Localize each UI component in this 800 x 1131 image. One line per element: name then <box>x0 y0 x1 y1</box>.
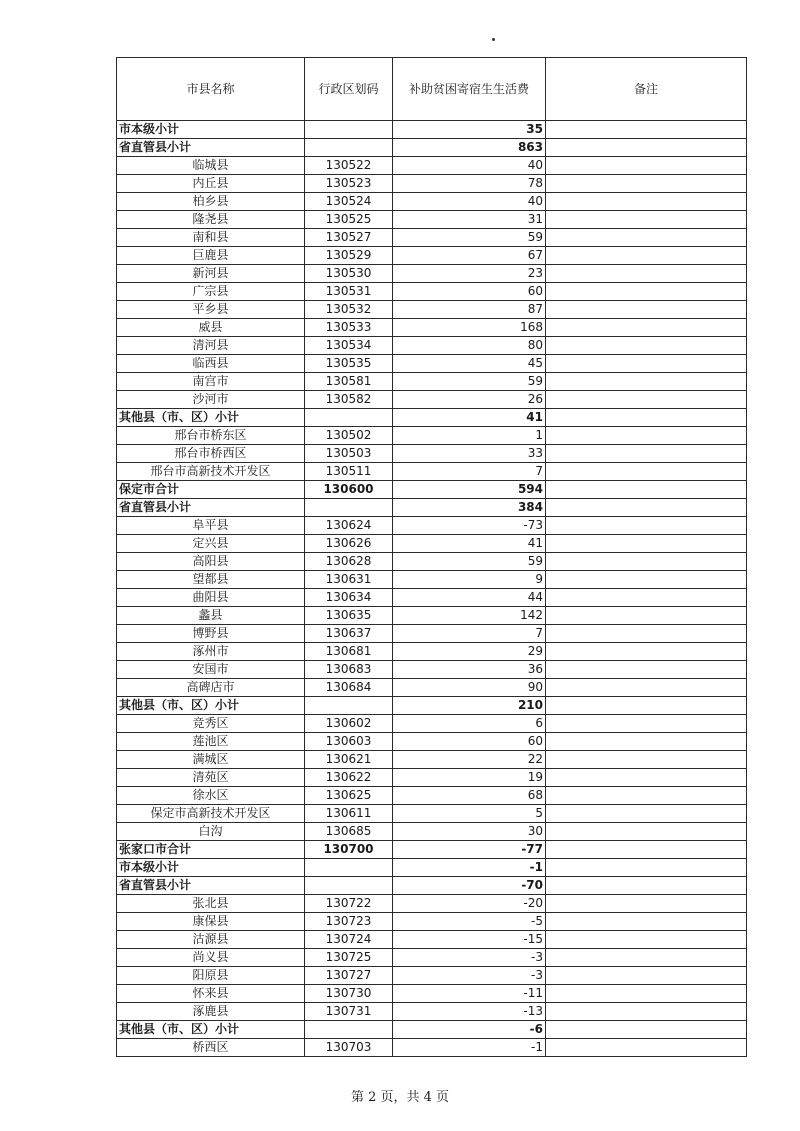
cell-remarks <box>546 319 747 337</box>
cell-admin-code: 130522 <box>305 157 393 175</box>
table-row <box>117 283 747 301</box>
cell-subsidy-value: -11 <box>393 985 546 1003</box>
cell-county-name: 省直管县小计 <box>117 139 305 157</box>
cell-subsidy-value: 80 <box>393 337 546 355</box>
table-row <box>117 895 747 913</box>
cell-remarks <box>546 409 747 427</box>
cell-subsidy-value: 78 <box>393 175 546 193</box>
cell-admin-code: 130602 <box>305 715 393 733</box>
cell-admin-code: 130525 <box>305 211 393 229</box>
cell-county-name: 竞秀区 <box>117 715 305 733</box>
cell-county-name: 保定市高新技术开发区 <box>117 805 305 823</box>
header-admin-code: 行政区划码 <box>305 58 393 121</box>
cell-subsidy-value: 41 <box>393 535 546 553</box>
cell-admin-code: 130581 <box>305 373 393 391</box>
cell-admin-code: 130681 <box>305 643 393 661</box>
cell-remarks <box>546 535 747 553</box>
cell-remarks <box>546 193 747 211</box>
cell-subsidy-value: 40 <box>393 193 546 211</box>
cell-remarks <box>546 1039 747 1057</box>
table-row <box>117 805 747 823</box>
cell-remarks <box>546 967 747 985</box>
subtotal-row <box>117 841 747 859</box>
cell-subsidy-value: 7 <box>393 463 546 481</box>
table-row <box>117 301 747 319</box>
cell-admin-code: 130527 <box>305 229 393 247</box>
cell-remarks <box>546 949 747 967</box>
cell-county-name: 邢台市高新技术开发区 <box>117 463 305 481</box>
cell-admin-code: 130603 <box>305 733 393 751</box>
subtotal-row <box>117 1021 747 1039</box>
table-row <box>117 373 747 391</box>
cell-county-name: 康保县 <box>117 913 305 931</box>
cell-county-name: 其他县（市、区）小计 <box>117 409 305 427</box>
subtotal-row <box>117 139 747 157</box>
cell-admin-code: 130684 <box>305 679 393 697</box>
cell-admin-code: 130621 <box>305 751 393 769</box>
cell-admin-code: 130700 <box>305 841 393 859</box>
cell-county-name: 内丘县 <box>117 175 305 193</box>
cell-remarks <box>546 751 747 769</box>
cell-county-name: 柏乡县 <box>117 193 305 211</box>
table-row <box>117 445 747 463</box>
cell-admin-code: 130637 <box>305 625 393 643</box>
cell-subsidy-value: 1 <box>393 427 546 445</box>
cell-admin-code <box>305 877 393 895</box>
cell-remarks <box>546 445 747 463</box>
cell-subsidy-value: -3 <box>393 949 546 967</box>
cell-county-name: 莲池区 <box>117 733 305 751</box>
cell-remarks <box>546 157 747 175</box>
cell-remarks <box>546 607 747 625</box>
cell-subsidy-value: 59 <box>393 553 546 571</box>
table-row <box>117 517 747 535</box>
cell-county-name: 隆尧县 <box>117 211 305 229</box>
cell-subsidy-value: 384 <box>393 499 546 517</box>
table-row <box>117 229 747 247</box>
cell-admin-code: 130722 <box>305 895 393 913</box>
cell-admin-code: 130582 <box>305 391 393 409</box>
cell-subsidy-value: 67 <box>393 247 546 265</box>
cell-admin-code: 130628 <box>305 553 393 571</box>
table-header-row <box>117 58 747 121</box>
cell-county-name: 望都县 <box>117 571 305 589</box>
cell-remarks <box>546 805 747 823</box>
cell-county-name: 保定市合计 <box>117 481 305 499</box>
cell-admin-code: 130503 <box>305 445 393 463</box>
cell-subsidy-value: 59 <box>393 373 546 391</box>
cell-admin-code: 130626 <box>305 535 393 553</box>
cell-subsidy-value: -6 <box>393 1021 546 1039</box>
cell-county-name: 市本级小计 <box>117 121 305 139</box>
table-row <box>117 823 747 841</box>
cell-admin-code: 130724 <box>305 931 393 949</box>
cell-admin-code <box>305 409 393 427</box>
cell-remarks <box>546 1003 747 1021</box>
cell-subsidy-value: 22 <box>393 751 546 769</box>
cell-county-name: 巨鹿县 <box>117 247 305 265</box>
cell-county-name: 阜平县 <box>117 517 305 535</box>
table-row <box>117 967 747 985</box>
cell-subsidy-value: 33 <box>393 445 546 463</box>
cell-admin-code: 130530 <box>305 265 393 283</box>
table-row <box>117 625 747 643</box>
cell-county-name: 张家口市合计 <box>117 841 305 859</box>
cell-admin-code: 130622 <box>305 769 393 787</box>
table-row <box>117 355 747 373</box>
cell-subsidy-value: -15 <box>393 931 546 949</box>
cell-subsidy-value: -1 <box>393 859 546 877</box>
cell-subsidy-value: 7 <box>393 625 546 643</box>
page-footer: 第 2 页，共 4 页 <box>350 1090 450 1105</box>
cell-admin-code: 130725 <box>305 949 393 967</box>
cell-county-name: 邢台市桥东区 <box>117 427 305 445</box>
cell-remarks <box>546 715 747 733</box>
table-row <box>117 733 747 751</box>
table-row <box>117 913 747 931</box>
cell-admin-code: 130502 <box>305 427 393 445</box>
cell-remarks <box>546 643 747 661</box>
table-body <box>117 121 747 1057</box>
cell-remarks <box>546 499 747 517</box>
cell-county-name: 威县 <box>117 319 305 337</box>
cell-county-name: 蠡县 <box>117 607 305 625</box>
cell-county-name: 其他县（市、区）小计 <box>117 1021 305 1039</box>
cell-county-name: 博野县 <box>117 625 305 643</box>
cell-remarks <box>546 139 747 157</box>
cell-remarks <box>546 517 747 535</box>
cell-remarks <box>546 931 747 949</box>
cell-admin-code: 130634 <box>305 589 393 607</box>
cell-remarks <box>546 769 747 787</box>
cell-county-name: 涿州市 <box>117 643 305 661</box>
cell-subsidy-value: 90 <box>393 679 546 697</box>
cell-remarks <box>546 463 747 481</box>
cell-subsidy-value: -3 <box>393 967 546 985</box>
cell-remarks <box>546 625 747 643</box>
cell-county-name: 广宗县 <box>117 283 305 301</box>
cell-remarks <box>546 877 747 895</box>
cell-admin-code: 130685 <box>305 823 393 841</box>
header-remarks: 备注 <box>546 58 747 121</box>
cell-county-name: 白沟 <box>117 823 305 841</box>
cell-remarks <box>546 121 747 139</box>
cell-admin-code: 130523 <box>305 175 393 193</box>
cell-subsidy-value: 142 <box>393 607 546 625</box>
cell-county-name: 南和县 <box>117 229 305 247</box>
table-row <box>117 643 747 661</box>
cell-subsidy-value: 23 <box>393 265 546 283</box>
header-county-name: 市县名称 <box>117 58 305 121</box>
table-row <box>117 337 747 355</box>
table-row <box>117 175 747 193</box>
cell-admin-code <box>305 139 393 157</box>
cell-remarks <box>546 841 747 859</box>
subtotal-row <box>117 481 747 499</box>
cell-subsidy-value: 36 <box>393 661 546 679</box>
cell-county-name: 市本级小计 <box>117 859 305 877</box>
table-row <box>117 193 747 211</box>
table-row <box>117 589 747 607</box>
subtotal-row <box>117 859 747 877</box>
cell-subsidy-value: 29 <box>393 643 546 661</box>
cell-remarks <box>546 697 747 715</box>
cell-remarks <box>546 373 747 391</box>
table-row <box>117 751 747 769</box>
cell-admin-code <box>305 697 393 715</box>
cell-county-name: 阳原县 <box>117 967 305 985</box>
cell-county-name: 曲阳县 <box>117 589 305 607</box>
cell-admin-code: 130624 <box>305 517 393 535</box>
cell-county-name: 省直管县小计 <box>117 499 305 517</box>
cell-county-name: 省直管县小计 <box>117 877 305 895</box>
cell-subsidy-value: 60 <box>393 283 546 301</box>
cell-subsidy-value: 210 <box>393 697 546 715</box>
cell-admin-code <box>305 1021 393 1039</box>
cell-remarks <box>546 1021 747 1039</box>
cell-subsidy-value: 40 <box>393 157 546 175</box>
table-row <box>117 391 747 409</box>
subtotal-row <box>117 121 747 139</box>
table-row <box>117 787 747 805</box>
cell-admin-code: 130533 <box>305 319 393 337</box>
table-row <box>117 985 747 1003</box>
cell-admin-code: 130635 <box>305 607 393 625</box>
cell-remarks <box>546 427 747 445</box>
cell-admin-code: 130727 <box>305 967 393 985</box>
table-row <box>117 247 747 265</box>
cell-admin-code: 130730 <box>305 985 393 1003</box>
cell-county-name: 南宫市 <box>117 373 305 391</box>
cell-county-name: 涿鹿县 <box>117 1003 305 1021</box>
cell-subsidy-value: 30 <box>393 823 546 841</box>
cell-admin-code <box>305 859 393 877</box>
cell-admin-code: 130625 <box>305 787 393 805</box>
cell-remarks <box>546 391 747 409</box>
cell-county-name: 怀来县 <box>117 985 305 1003</box>
table-row <box>117 427 747 445</box>
cell-subsidy-value: -70 <box>393 877 546 895</box>
cell-county-name: 定兴县 <box>117 535 305 553</box>
cell-admin-code: 130534 <box>305 337 393 355</box>
table-row <box>117 661 747 679</box>
cell-county-name: 高碑店市 <box>117 679 305 697</box>
cell-remarks <box>546 679 747 697</box>
cell-admin-code: 130511 <box>305 463 393 481</box>
cell-subsidy-value: 9 <box>393 571 546 589</box>
cell-admin-code <box>305 499 393 517</box>
cell-subsidy-value: -20 <box>393 895 546 913</box>
cell-county-name: 尚义县 <box>117 949 305 967</box>
cell-admin-code: 130631 <box>305 571 393 589</box>
cell-remarks <box>546 247 747 265</box>
cell-county-name: 清苑区 <box>117 769 305 787</box>
cell-remarks <box>546 355 747 373</box>
cell-admin-code <box>305 121 393 139</box>
cell-remarks <box>546 301 747 319</box>
cell-county-name: 安国市 <box>117 661 305 679</box>
table-row <box>117 679 747 697</box>
cell-county-name: 清河县 <box>117 337 305 355</box>
cell-remarks <box>546 661 747 679</box>
table-row <box>117 319 747 337</box>
table-row <box>117 769 747 787</box>
cell-admin-code: 130531 <box>305 283 393 301</box>
table-row <box>117 1039 747 1057</box>
cell-subsidy-value: 594 <box>393 481 546 499</box>
table-row <box>117 571 747 589</box>
cell-county-name: 临西县 <box>117 355 305 373</box>
subtotal-row <box>117 409 747 427</box>
cell-subsidy-value: 60 <box>393 733 546 751</box>
cell-subsidy-value: 35 <box>393 121 546 139</box>
cell-admin-code: 130529 <box>305 247 393 265</box>
cell-remarks <box>546 553 747 571</box>
table-row <box>117 157 747 175</box>
cell-remarks <box>546 985 747 1003</box>
cell-subsidy-value: 26 <box>393 391 546 409</box>
cell-admin-code: 130535 <box>305 355 393 373</box>
cell-admin-code: 130532 <box>305 301 393 319</box>
funding-table <box>116 57 747 1057</box>
cell-county-name: 邢台市桥西区 <box>117 445 305 463</box>
cell-subsidy-value: -73 <box>393 517 546 535</box>
table-row <box>117 1003 747 1021</box>
cell-remarks <box>546 283 747 301</box>
cell-admin-code: 130683 <box>305 661 393 679</box>
cell-county-name: 新河县 <box>117 265 305 283</box>
cell-county-name: 临城县 <box>117 157 305 175</box>
cell-remarks <box>546 733 747 751</box>
cell-remarks <box>546 823 747 841</box>
table-row <box>117 211 747 229</box>
cell-county-name: 高阳县 <box>117 553 305 571</box>
cell-subsidy-value: 863 <box>393 139 546 157</box>
cell-remarks <box>546 175 747 193</box>
cell-county-name: 沽源县 <box>117 931 305 949</box>
cell-subsidy-value: 59 <box>393 229 546 247</box>
cell-county-name: 徐水区 <box>117 787 305 805</box>
cell-remarks <box>546 859 747 877</box>
cell-remarks <box>546 571 747 589</box>
subtotal-row <box>117 697 747 715</box>
table-row <box>117 607 747 625</box>
cell-remarks <box>546 481 747 499</box>
cell-admin-code: 130524 <box>305 193 393 211</box>
header-boarding-subsidy: 补助贫困寄宿生生活费 <box>393 58 546 121</box>
table-row <box>117 949 747 967</box>
subtotal-row <box>117 877 747 895</box>
subtotal-row <box>117 499 747 517</box>
cell-subsidy-value: 87 <box>393 301 546 319</box>
cell-county-name: 沙河市 <box>117 391 305 409</box>
cell-remarks <box>546 337 747 355</box>
cell-subsidy-value: 31 <box>393 211 546 229</box>
cell-admin-code: 130600 <box>305 481 393 499</box>
cell-subsidy-value: -77 <box>393 841 546 859</box>
cell-county-name: 平乡县 <box>117 301 305 319</box>
cell-subsidy-value: -5 <box>393 913 546 931</box>
table-row <box>117 715 747 733</box>
cell-remarks <box>546 589 747 607</box>
cell-remarks <box>546 913 747 931</box>
cell-remarks <box>546 265 747 283</box>
cell-admin-code: 130731 <box>305 1003 393 1021</box>
table-row <box>117 265 747 283</box>
cell-county-name: 其他县（市、区）小计 <box>117 697 305 715</box>
cell-subsidy-value: 68 <box>393 787 546 805</box>
cell-subsidy-value: 6 <box>393 715 546 733</box>
cell-remarks <box>546 229 747 247</box>
table-row <box>117 463 747 481</box>
table-row <box>117 931 747 949</box>
cell-subsidy-value: 44 <box>393 589 546 607</box>
cell-subsidy-value: 19 <box>393 769 546 787</box>
cell-remarks <box>546 895 747 913</box>
table-row <box>117 553 747 571</box>
cell-subsidy-value: -1 <box>393 1039 546 1057</box>
cell-subsidy-value: 168 <box>393 319 546 337</box>
table-row <box>117 535 747 553</box>
cell-admin-code: 130703 <box>305 1039 393 1057</box>
cell-county-name: 张北县 <box>117 895 305 913</box>
cell-remarks <box>546 787 747 805</box>
cell-admin-code: 130723 <box>305 913 393 931</box>
cell-subsidy-value: 41 <box>393 409 546 427</box>
cell-subsidy-value: 45 <box>393 355 546 373</box>
cell-admin-code: 130611 <box>305 805 393 823</box>
cell-subsidy-value: 5 <box>393 805 546 823</box>
cell-remarks <box>546 211 747 229</box>
cell-subsidy-value: -13 <box>393 1003 546 1021</box>
cell-county-name: 桥西区 <box>117 1039 305 1057</box>
scan-speck <box>492 38 495 41</box>
cell-county-name: 满城区 <box>117 751 305 769</box>
